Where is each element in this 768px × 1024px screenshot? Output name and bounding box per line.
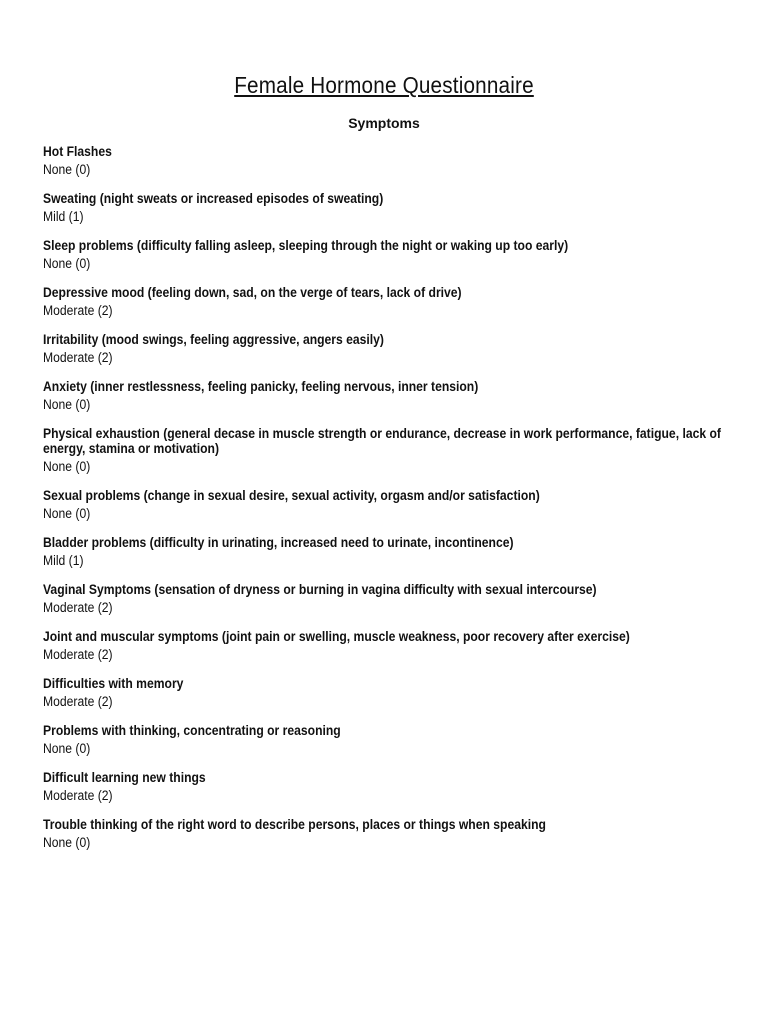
question-item [43,238,725,273]
question-label: Trouble thinking of the right word to describe persons, places or things when speaking [43,817,546,832]
question-item [43,488,725,523]
question-item [43,144,725,179]
question-answer: Moderate (2) [43,350,113,365]
question-answer: Mild (1) [43,553,84,568]
question-label: Hot Flashes [43,144,112,159]
question-item [43,191,725,226]
question-answer: None (0) [43,506,91,521]
question-label: Sexual problems (change in sexual desire, sexual activity, orgasm and/or satisfaction) [43,488,540,503]
question-label: Sweating (night sweats or increased episodes of sweating) [43,191,384,206]
question-label: Anxiety (inner restlessness, feeling panicky, feeling nervous, inner tension) [43,379,479,394]
question-label: Difficulties with memory [43,676,184,691]
question-label: Irritability (mood swings, feeling aggressive, angers easily) [43,332,384,347]
question-item [43,379,725,414]
question-item [43,629,725,664]
question-answer: None (0) [43,397,91,412]
question-item [43,332,725,367]
question-item [43,817,725,852]
question-item [43,582,725,617]
question-item [43,285,725,320]
question-label: Difficult learning new things [43,770,206,785]
question-label: Joint and muscular symptoms (joint pain or swelling, muscle weakness, poor recovery after exercise) [43,629,630,644]
question-item [43,723,725,758]
question-answer: Moderate (2) [43,647,113,662]
question-answer: Moderate (2) [43,694,113,709]
question-answer: Moderate (2) [43,788,113,803]
question-label: Vaginal Symptoms (sensation of dryness or burning in vagina difficulty with sexual intercourse) [43,582,597,597]
question-label: Physical exhaustion (general decase in muscle strength or endurance, decrease in work performance, fatigue, lack of energy, stamina or motivation) [43,426,721,456]
question-answer: None (0) [43,835,91,850]
question-label: Sleep problems (difficulty falling asleep, sleeping through the night or waking up too early) [43,238,569,253]
question-answer: Moderate (2) [43,303,113,318]
question-list [43,144,725,852]
question-answer: Moderate (2) [43,600,113,615]
question-label: Depressive mood (feeling down, sad, on the verge of tears, lack of drive) [43,285,462,300]
question-answer: Mild (1) [43,209,84,224]
question-answer: None (0) [43,741,91,756]
question-item [43,535,725,570]
document-title: Female Hormone Questionnaire [234,72,534,98]
question-label: Bladder problems (difficulty in urinating, increased need to urinate, incontinence) [43,535,514,550]
question-answer: None (0) [43,459,91,474]
question-answer: None (0) [43,256,91,271]
question-label: Problems with thinking, concentrating or reasoning [43,723,341,738]
question-item [43,426,725,476]
question-answer: None (0) [43,162,91,177]
section-title: Symptoms [348,115,420,131]
question-item [43,676,725,711]
question-item [43,770,725,805]
